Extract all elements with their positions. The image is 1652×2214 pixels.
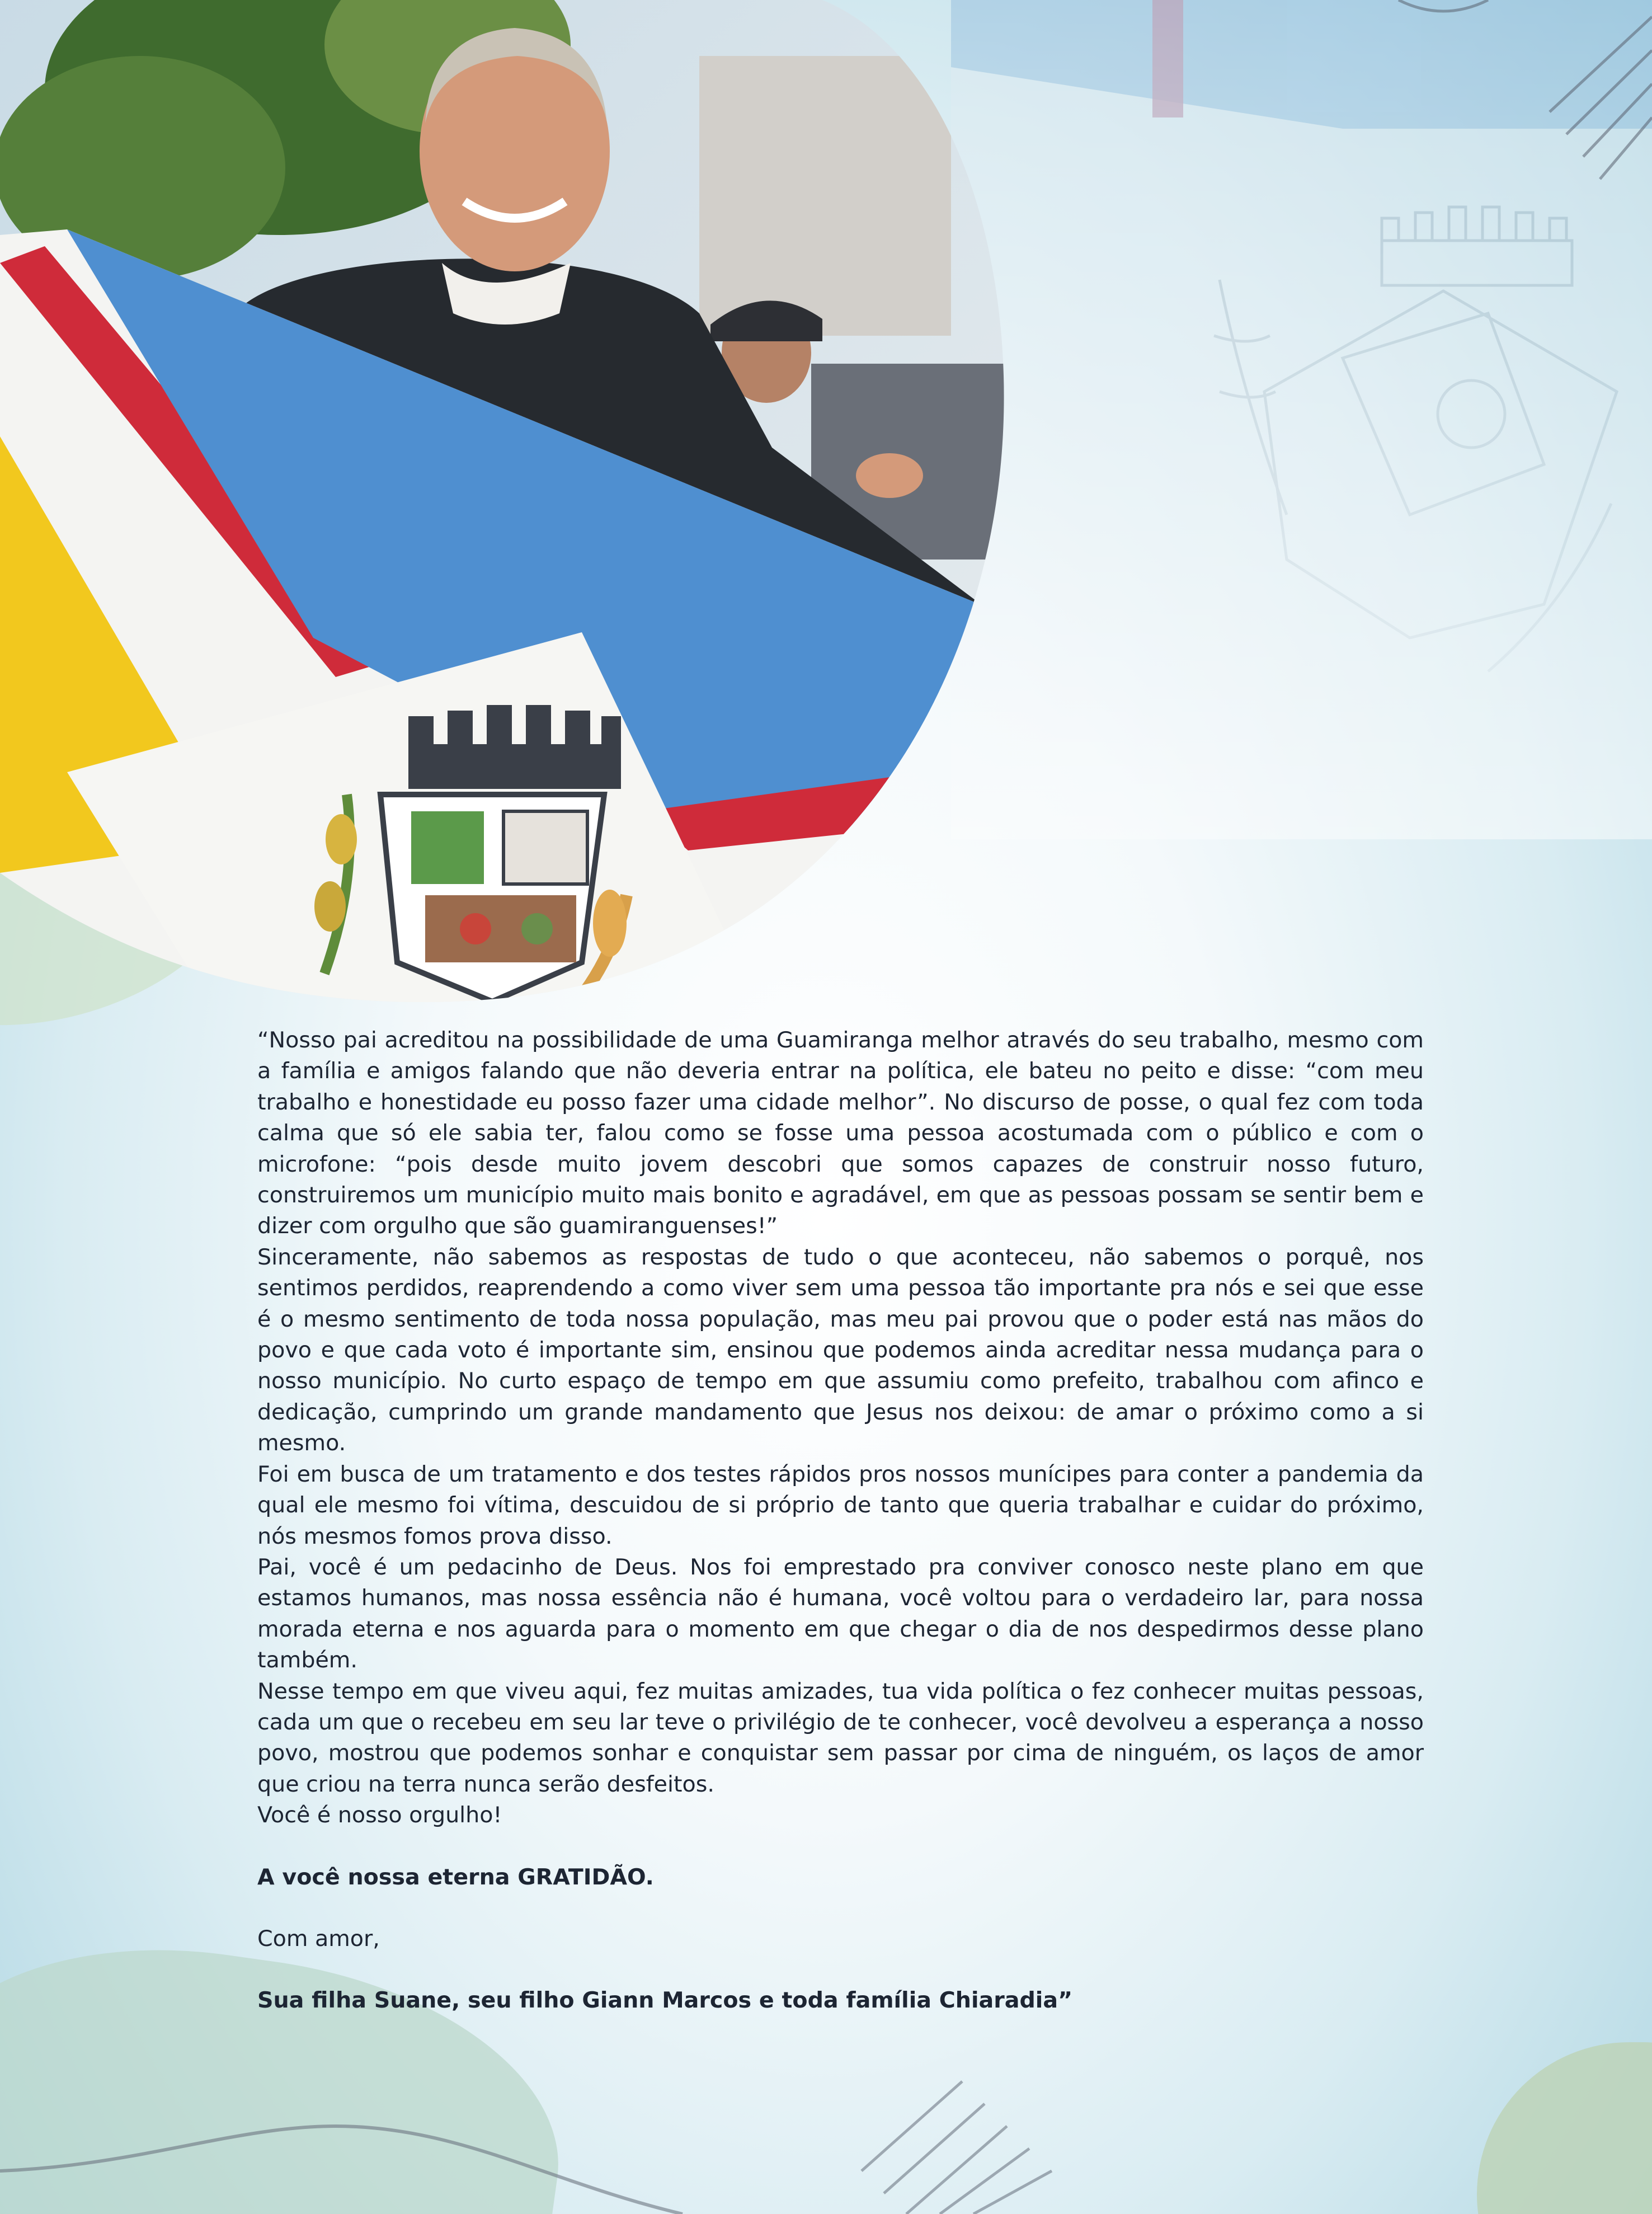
signature-line: Sua filha Suane, seu filho Giann Marcos e toda família Chiaradia” <box>257 1987 1073 2014</box>
letter-paragraph: Sinceramente, não sabemos as respostas de tudo o que aconteceu, não sabemos o porquê, nos sentimos perdidos, reaprendendo a como viver sem uma pessoa tão importante pra nós e sei que esse é o mesmo sentimento de toda nossa população, mas meu pai provou que o poder está nas mãos do povo e que cada voto é importante sim, ensinou que podemos ainda acreditar nessa mudança para o nosso município. No curto espaço de tempo em que assumiu como prefeito, trabalhou com afinco e dedicação, cumprindo um grande mandamento que Jesus nos deixou: de amar o próximo como a si mesmo. <box>257 1244 1424 1456</box>
spacer <box>257 1831 1424 1862</box>
letter-paragraph: “Nosso pai acreditou na possibilidade de uma Guamiranga melhor através do seu trabalho, mesmo com a família e amigos falando que não deveria entrar na política, ele bateu no peito e disse: “com meu trabalho e honestidade eu posso fazer uma cidade melhor”. No discurso de posse, o qual fez com toda calma que só ele sabia ter, falou como se fosse uma pessoa acostumada com o público e com o microfone: “pois desde muito jovem descobri que somos capazes de construir nosso futuro, construiremos um município muito mais bonito e agradável, em que as pessoas possam se sentir bem e dizer com orgulho que são guamiranguenses!” <box>257 1027 1424 1239</box>
letter-paragraph: Foi em busca de um tratamento e dos testes rápidos pros nossos munícipes para conter a pandemia da qual ele mesmo foi vítima, descuidou de si próprio de tanto que queria trabalhar e cuidar do próximo, nós mesmos fomos prova disso. <box>257 1461 1424 1549</box>
letter-paragraph: Pai, você é um pedacinho de Deus. Nos foi emprestado pra conviver conosco neste plano em que estamos humanos, mas nossa essência não é humana, você voltou para o verdadeiro lar, para nossa morada eterna e nos aguarda para o momento em que chegar o dia de nos despedirmos desse plano também. <box>257 1554 1424 1674</box>
spacer <box>257 1954 1424 1985</box>
letter-text <box>257 1025 1424 2016</box>
photo-man-holding-municipal-flag <box>0 0 1007 1007</box>
gratitude-line: A você nossa eterna GRATIDÃO. <box>257 1864 654 1890</box>
letter-paragraph: Nesse tempo em que viveu aqui, fez muitas amizades, tua vida política o fez conhecer muitas pessoas, cada um que o recebeu em seu lar teve o privilégio de te conhecer, você devolveu a esperança a nosso povo, mostrou que podemos sonhar e conquistar sem passar por cima de ninguém, os laços de amor que criou na terra nunca serão desfeitos. <box>257 1678 1424 1797</box>
closing-line: Com amor, <box>257 1925 380 1952</box>
letter-paragraph: Você é nosso orgulho! <box>257 1802 502 1828</box>
spacer <box>257 1893 1424 1924</box>
